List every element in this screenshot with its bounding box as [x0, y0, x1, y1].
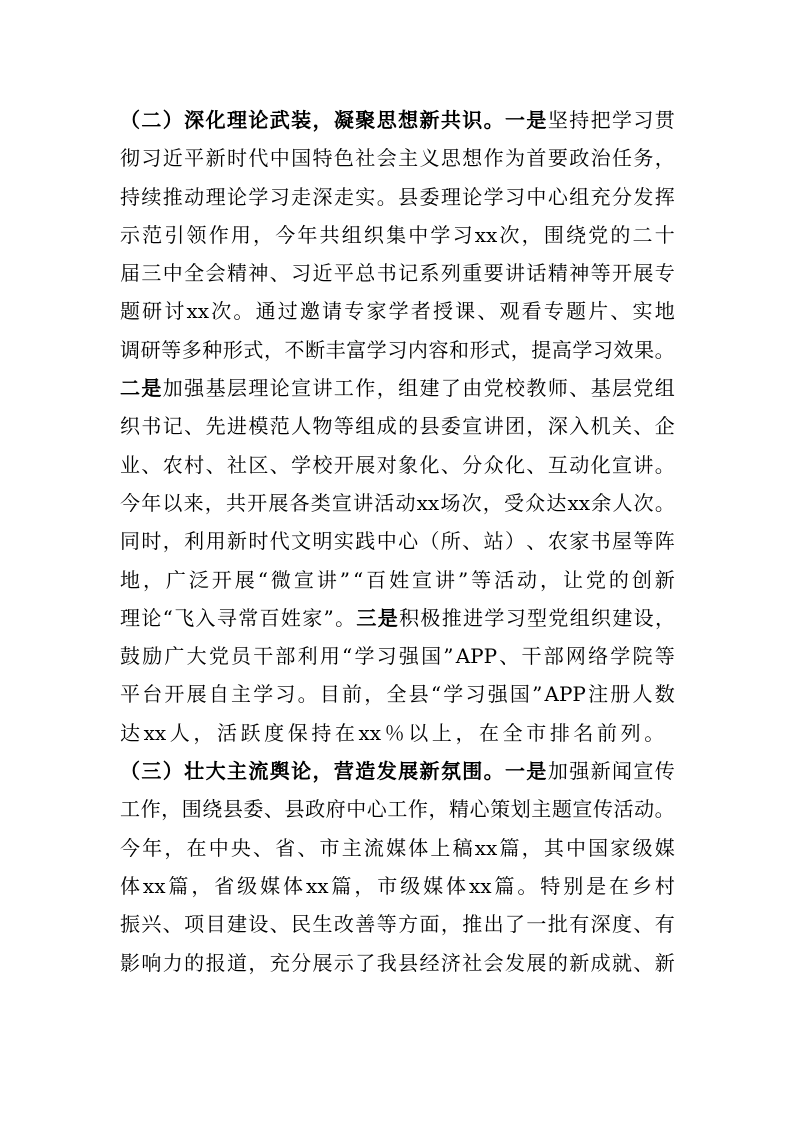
text-line: 届 三 中 全 会 精 神 、 习 近 平 总 书 记 系 列 重 要 讲 话 精 神 等 开 展 专	[120, 261, 675, 286]
text-line: 题 研 讨 xx 次 。 通 过 邀 请 专 家 学 者 授 课 、 观 看 专 题 片 、 实 地	[120, 299, 675, 324]
text-line: 业 、 农 村 、 社 区 、 学 校 开 展 对 象 化 、 分 众 化 、 互 动 化 宣 讲 。	[120, 452, 675, 477]
text-line: 彻 习 近 平 新 时 代 中 国 特 色 社 会 主 义 思 想 作 为 首 要 政 治 任 务 ，	[120, 146, 675, 171]
text-line: 地 ， 广 泛 开 展 “ 微 宣 讲 ” “ 百 姓 宣 讲 ” 等 活 动 ， 让 党 的 创 新	[120, 567, 675, 592]
text-line: 持 续 推 动 理 论 学 习 走 深 走 实 。 县 委 理 论 学 习 中 心 组 充 分 发 挥	[120, 184, 675, 209]
text-line: 同 时 ， 利 用 新 时 代 文 明 实 践 中 心 （ 所 、 站 ） 、 农 家 书 屋 等 阵	[120, 529, 675, 554]
text-line: （ 三 ） 壮 大 主 流 舆 论 ， 营 造 发 展 新 氛 围 。 一 是 加 强 新 闻 宣 传	[120, 759, 675, 784]
text-line: 今 年 ， 在 中 央 、 省 、 市 主 流 媒 体 上 稿 xx 篇 ， 其 中 国 家 级 媒	[120, 835, 675, 860]
text-line: 二 是 加 强 基 层 理 论 宣 讲 工 作 ， 组 建 了 由 党 校 教 师 、 基 层 党 组	[120, 376, 675, 401]
document-body	[120, 101, 675, 982]
text-line: （ 二 ） 深 化 理 论 武 装 ， 凝 聚 思 想 新 共 识 。 一 是 坚 持 把 学 习 贯	[120, 108, 675, 132]
text-line: 振 兴 、 项 目 建 设 、 民 生 改 善 等 方 面 ， 推 出 了 一 批 有 深 度 、 有	[120, 912, 675, 937]
text-line: 工 作 ， 围 绕 县 委 、 县 政 府 中 心 工 作 ， 精 心 策 划 主 题 宣 传 活 动 。	[120, 797, 675, 822]
text-line: 平 台 开 展 自 主 学 习 。 目 前 ， 全 县 “ 学 习 强 国 ” APP 注 册 人 数	[120, 682, 675, 707]
text-line: 鼓 励 广 大 党 员 干 部 利 用 “ 学 习 强 国 ” APP 、 干 部 网 络 学 院 等	[120, 644, 675, 669]
text-line: 体 xx 篇 ， 省 级 媒 体 xx 篇 ， 市 级 媒 体 xx 篇 。 特 别 是 在 乡 村	[120, 873, 675, 898]
text-line: 达 xx 人 ， 活 跃 度 保 持 在 xx ％ 以 上 ， 在 全 市 排 名 前 列 。	[120, 720, 665, 745]
text-line: 理 论 “ 飞 入 寻 常 百 姓 家 ” 。 三 是 积 极 推 进 学 习 型 党 组 织 建 设 ，	[120, 605, 675, 630]
text-line: 织 书 记 、 先 进 模 范 人 物 等 组 成 的 县 委 宣 讲 团 ， 深 入 机 关 、 企	[120, 414, 675, 439]
text-line: 今 年 以 来 ， 共 开 展 各 类 宣 讲 活 动 xx 场 次 ， 受 众 达 xx 余 人 次 。	[120, 490, 675, 515]
text-line: 影 响 力 的 报 道 ， 充 分 展 示 了 我 县 经 济 社 会 发 展 的 新 成 就 、 新	[120, 950, 675, 975]
text-line: 示 范 引 领 作 用 ， 今 年 共 组 织 集 中 学 习 xx 次 ， 围 绕 党 的 二 十	[120, 222, 675, 247]
text-line: 调 研 等 多 种 形 式 ， 不 断 丰 富 学 习 内 容 和 形 式 ， 提 高 学 习 效 果 。	[120, 337, 675, 362]
